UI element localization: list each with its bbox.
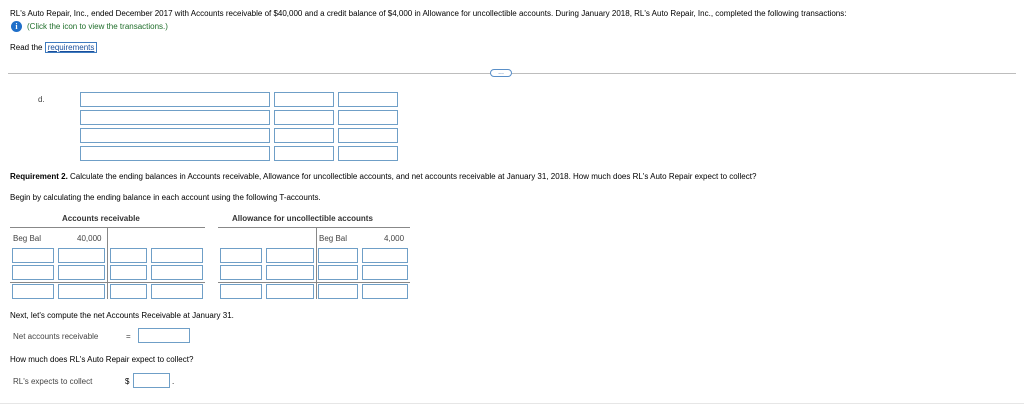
ar-beg-bal-value: 40,000 xyxy=(77,234,102,243)
ar-debit-amount-input-2[interactable] xyxy=(58,265,105,280)
allowance-t-account-center-rule xyxy=(316,227,317,299)
section-divider xyxy=(8,73,1016,74)
info-icon[interactable]: i xyxy=(11,21,22,32)
net-ar-input[interactable] xyxy=(138,328,190,343)
problem-statement: RL's Auto Repair, Inc., ended December 2017 with Accounts receivable of $40,000 and a credit balance of $4,000 in Allowance for uncollectible accounts. During January 2018, RL's Auto Repair, Inc., completed the following transactions: xyxy=(10,9,847,18)
requirement-2-label: Requirement 2. xyxy=(10,172,68,181)
journal-account-input-2[interactable] xyxy=(80,110,270,125)
requirements-link[interactable]: requirements xyxy=(45,42,98,53)
allowance-debit-amount-input-1[interactable] xyxy=(266,248,314,263)
ar-t-account-title: Accounts receivable xyxy=(62,214,140,223)
bottom-border xyxy=(0,403,1024,404)
ar-t-account-center-rule xyxy=(107,227,108,299)
more-options-button[interactable]: ... xyxy=(490,69,512,77)
ar-beg-bal-label: Beg Bal xyxy=(13,234,42,243)
journal-credit-input-1[interactable] xyxy=(338,92,398,107)
net-ar-label: Net accounts receivable xyxy=(13,332,99,341)
collect-label: RL's expects to collect xyxy=(13,377,93,386)
ar-credit-amount-input-1[interactable] xyxy=(151,248,203,263)
journal-account-input-1[interactable] xyxy=(80,92,270,107)
journal-debit-input-1[interactable] xyxy=(274,92,334,107)
allowance-debit-label-input-1[interactable] xyxy=(220,248,262,263)
ar-debit-label-input-2[interactable] xyxy=(12,265,54,280)
net-ar-equals: = xyxy=(126,332,131,341)
ar-credit-label-input-1[interactable] xyxy=(110,248,147,263)
collect-input[interactable] xyxy=(133,373,170,388)
journal-debit-input-2[interactable] xyxy=(274,110,334,125)
ar-debit-label-input-3[interactable] xyxy=(12,284,54,299)
journal-account-input-3[interactable] xyxy=(80,128,270,143)
collect-period: . xyxy=(172,377,175,386)
ar-debit-amount-input-1[interactable] xyxy=(58,248,105,263)
ar-credit-label-input-3[interactable] xyxy=(110,284,147,299)
allowance-beg-bal-value: 4,000 xyxy=(384,234,405,243)
read-the-label: Read the xyxy=(10,43,43,52)
allowance-beg-bal-label: Beg Bal xyxy=(319,234,348,243)
journal-credit-input-4[interactable] xyxy=(338,146,398,161)
net-ar-prompt: Next, let's compute the net Accounts Receivable at January 31. xyxy=(10,311,234,320)
allowance-credit-label-input-2[interactable] xyxy=(318,265,358,280)
allowance-debit-amount-input-3[interactable] xyxy=(266,284,314,299)
allowance-credit-amount-input-2[interactable] xyxy=(362,265,408,280)
requirement-2 xyxy=(10,172,756,181)
allowance-t-account-top-rule xyxy=(218,227,410,228)
journal-account-input-4[interactable] xyxy=(80,146,270,161)
journal-credit-input-2[interactable] xyxy=(338,110,398,125)
allowance-credit-label-input-1[interactable] xyxy=(318,248,358,263)
journal-credit-input-3[interactable] xyxy=(338,128,398,143)
allowance-debit-label-input-2[interactable] xyxy=(220,265,262,280)
allowance-t-account-title: Allowance for uncollectible accounts xyxy=(232,214,373,223)
t-account-instruction: Begin by calculating the ending balance in each account using the following T-accounts. xyxy=(10,193,321,202)
journal-debit-input-4[interactable] xyxy=(274,146,334,161)
read-requirements-line xyxy=(10,43,97,52)
allowance-credit-amount-input-1[interactable] xyxy=(362,248,408,263)
ar-credit-label-input-2[interactable] xyxy=(110,265,147,280)
allowance-credit-label-input-3[interactable] xyxy=(318,284,358,299)
allowance-total-rule xyxy=(218,282,410,283)
ar-total-rule xyxy=(10,282,205,283)
allowance-credit-amount-input-3[interactable] xyxy=(362,284,408,299)
collect-currency: $ xyxy=(125,377,130,386)
allowance-debit-amount-input-2[interactable] xyxy=(266,265,314,280)
journal-debit-input-3[interactable] xyxy=(274,128,334,143)
ar-debit-label-input-1[interactable] xyxy=(12,248,54,263)
allowance-debit-label-input-3[interactable] xyxy=(220,284,262,299)
requirement-2-text: Calculate the ending balances in Accounts receivable, Allowance for uncollectible accounts, and net accounts receivable at January 31, 2018. How much does RL's Auto Repair expect to collect? xyxy=(70,172,757,181)
ar-credit-amount-input-2[interactable] xyxy=(151,265,203,280)
collect-question: How much does RL's Auto Repair expect to collect? xyxy=(10,355,194,364)
journal-row-label: d. xyxy=(38,95,45,104)
ar-debit-amount-input-3[interactable] xyxy=(58,284,105,299)
transactions-hint: (Click the icon to view the transactions.) xyxy=(27,22,168,31)
ar-credit-amount-input-3[interactable] xyxy=(151,284,203,299)
